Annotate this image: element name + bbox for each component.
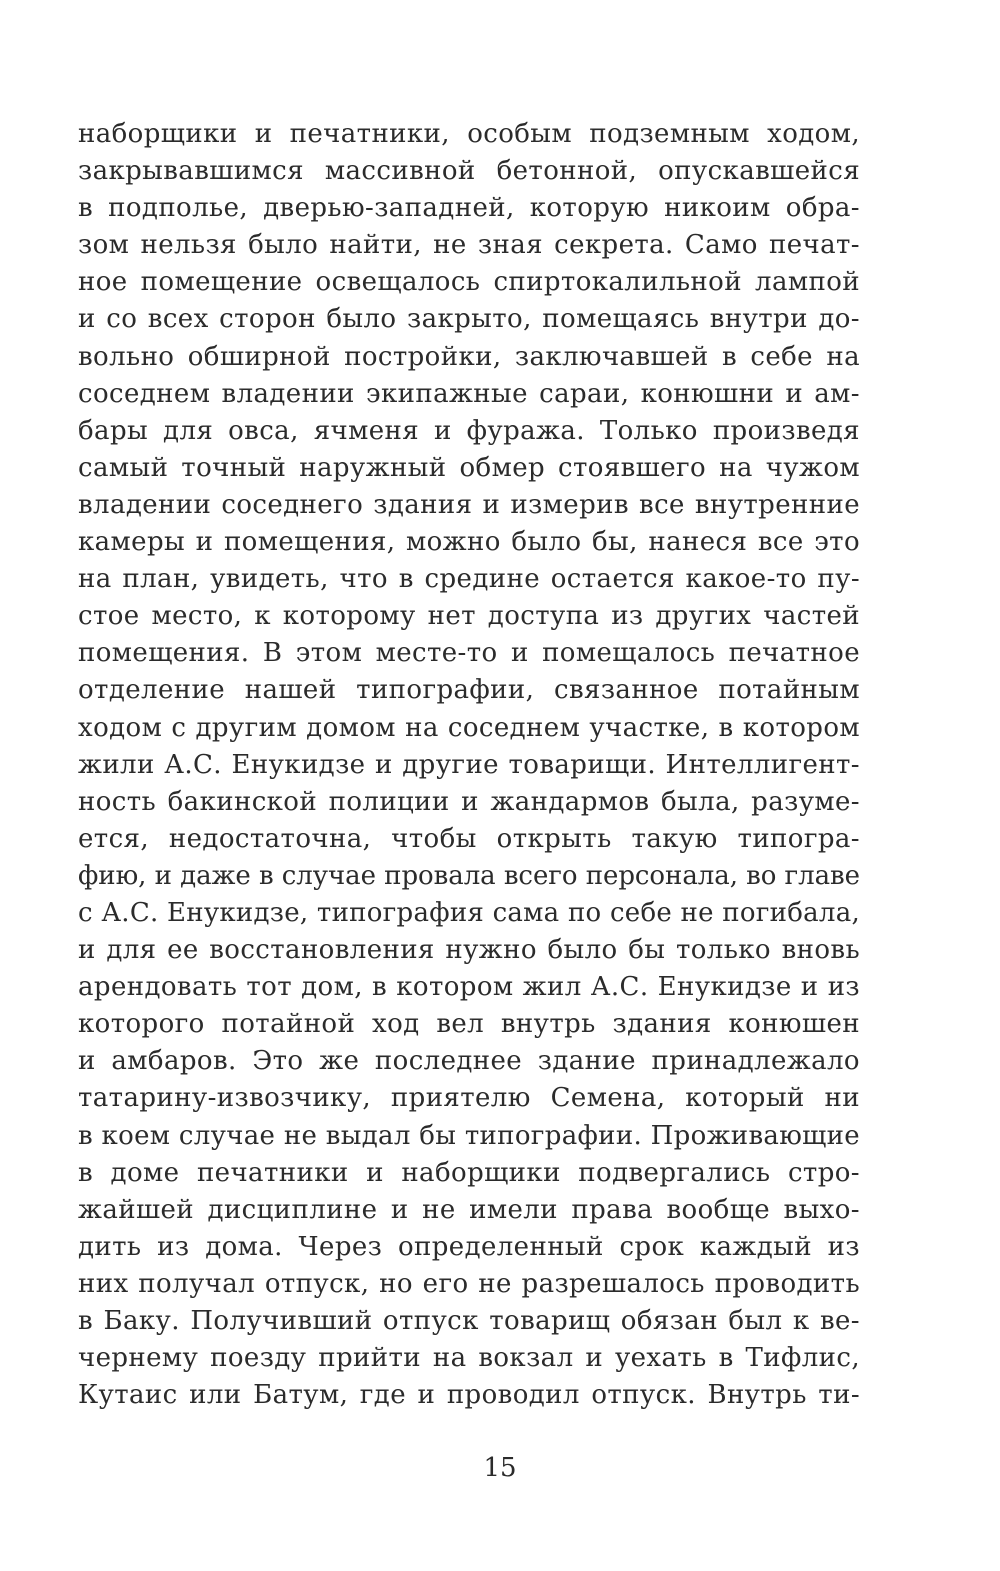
text-line: и со всех сторон было закрыто, помещаясь внутри до- bbox=[78, 304, 860, 335]
text-line: бары для овса, ячменя и фуража. Только произведя bbox=[78, 415, 860, 446]
text-line: арендовать тот дом, в котором жил А.С. Енукидзе и из bbox=[78, 972, 860, 1003]
text-line: владении соседнего здания и измерив все внутренние bbox=[78, 489, 860, 520]
text-line: и для ее восстановления нужно было бы только вновь bbox=[78, 935, 860, 966]
text-line: в подполье, дверью-западней, которую никоим обра- bbox=[78, 193, 860, 224]
text-line: соседнем владении экипажные сараи, конюшни и ам- bbox=[78, 378, 860, 409]
text-line: в коем случае не выдал бы типографии. Проживающие bbox=[78, 1120, 860, 1151]
text-line: ется, недостаточна, чтобы открыть такую типогра- bbox=[78, 823, 860, 854]
text-line: жили А.С. Енукидзе и другие товарищи. Интеллигент- bbox=[78, 749, 860, 780]
text-line: в Баку. Получивший отпуск товарищ обязан был к ве- bbox=[78, 1306, 860, 1336]
text-line: дить из дома. Через определенный срок каждый из bbox=[78, 1231, 860, 1262]
text-line: Кутаис или Батум, где и проводил отпуск. Внутрь ти- bbox=[78, 1380, 860, 1411]
text-line: стое место, к которому нет доступа из других частей bbox=[78, 601, 860, 632]
text-line: закрывавшимся массивной бетонной, опускавшейся bbox=[78, 156, 860, 187]
text-line: вольно обширной постройки, заключавшей в себе на bbox=[78, 341, 860, 372]
text-line: на план, увидеть, что в средине остается какое-то пу- bbox=[78, 564, 860, 595]
text-line: в доме печатники и наборщики подвергались стро- bbox=[78, 1157, 860, 1188]
text-line: с А.С. Енукидзе, типография сама по себе не погибала, bbox=[78, 897, 860, 928]
text-line: которого потайной ход вел внутрь здания конюшен bbox=[78, 1009, 860, 1040]
text-line: ность бакинской полиции и жандармов была, разуме- bbox=[78, 786, 860, 817]
text-line: татарину-извозчику, приятелю Семена, который ни bbox=[78, 1083, 860, 1114]
text-line: ходом с другим домом на соседнем участке, в котором bbox=[78, 712, 860, 743]
text-line: ное помещение освещалось спиртокалильной лампой bbox=[78, 267, 860, 298]
page-number: 15 bbox=[483, 1453, 517, 1483]
text-line: жайшей дисциплине и не имели права вообще выхо- bbox=[78, 1194, 860, 1225]
text-line: самый точный наружный обмер стоявшего на чужом bbox=[78, 452, 860, 483]
text-line: камеры и помещения, можно было бы, нанеся все это bbox=[78, 527, 860, 558]
text-line: помещения. В этом месте-то и помещалось печатное bbox=[78, 638, 860, 669]
text-line: наборщики и печатники, особым подземным ходом, bbox=[78, 119, 860, 149]
body-text bbox=[78, 116, 860, 1414]
text-line: них получал отпуск, но его не разрешалось проводить bbox=[78, 1268, 860, 1299]
text-line: отделение нашей типографии, связанное потайным bbox=[78, 675, 860, 706]
text-line: фию, и даже в случае провала всего персонала, во главе bbox=[78, 860, 860, 891]
text-line: и амбаров. Это же последнее здание принадлежало bbox=[78, 1046, 860, 1077]
text-line: чернему поезду прийти на вокзал и уехать в Тифлис, bbox=[78, 1343, 860, 1374]
text-line: зом нельзя было найти, не зная секрета. Само печат- bbox=[78, 230, 860, 261]
